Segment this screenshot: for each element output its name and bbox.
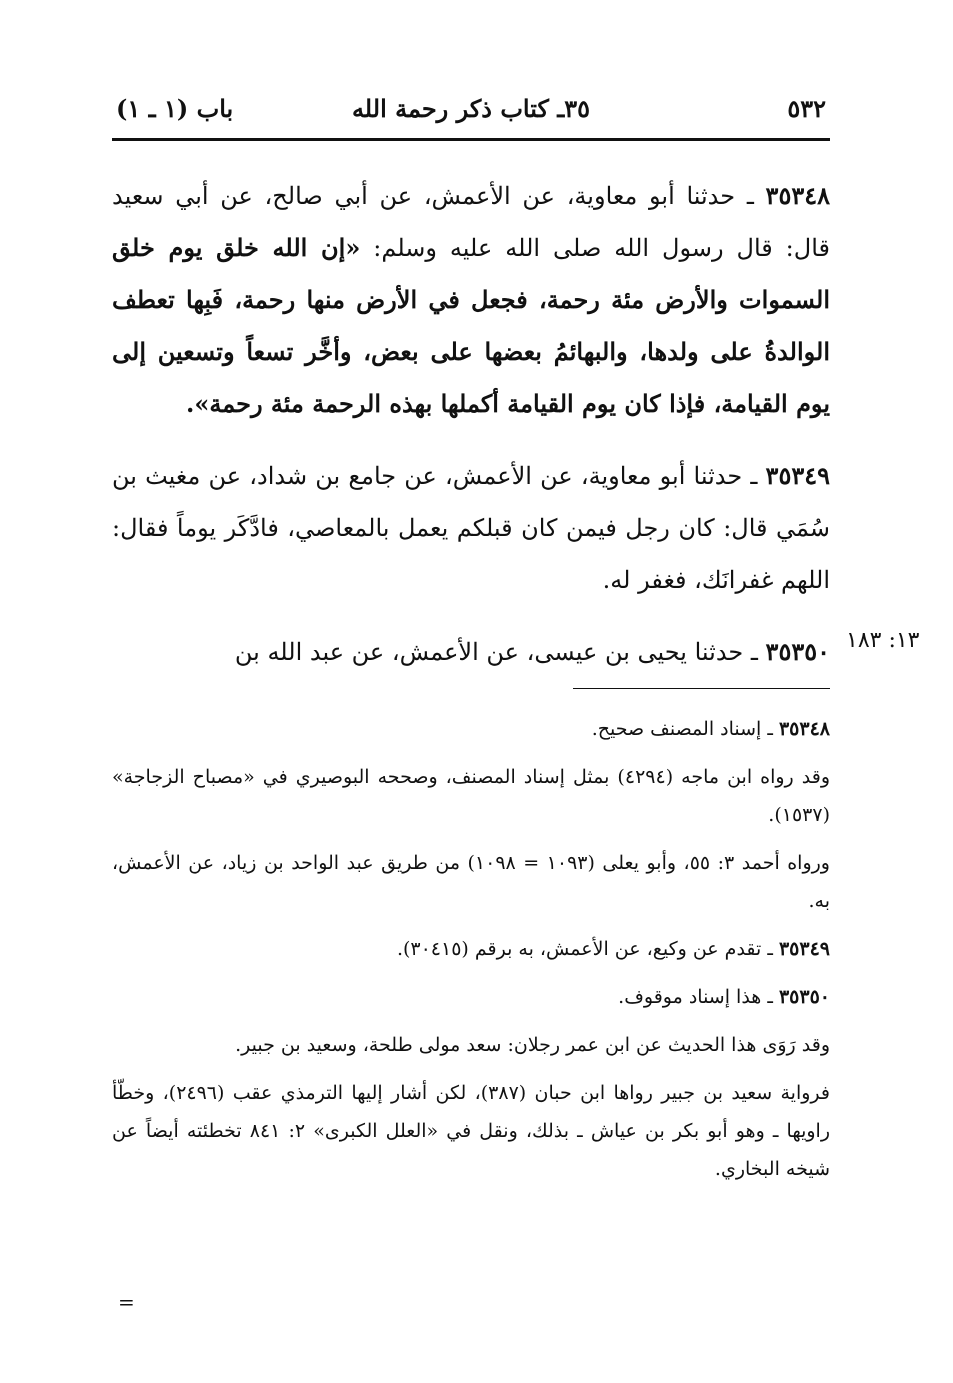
footnote [112, 1074, 830, 1188]
footnote [112, 978, 830, 1016]
footnote-text: ـ تقدم عن وكيع، عن الأعمش، به برقم (٣٠٤١٥). [396, 938, 779, 960]
footnote-number: ٣٥٣٤٨ [778, 718, 830, 740]
header-rule [112, 138, 830, 141]
footnote-number: ٣٥٣٥٠ [778, 986, 830, 1008]
book-title: ٣٥ـ كتاب ذكر رحمة الله [351, 94, 591, 123]
hadith-number: ٣٥٣٥٠ [765, 637, 830, 666]
footnote-text: وقد رَوَى هذا الحديث عن ابن عمر رجلان: سعد مولى طلحة، وسعيد بن جبير. [235, 1034, 830, 1056]
footnotes [112, 710, 830, 1198]
footnote [112, 710, 830, 748]
footnote-number: ٣٥٣٤٩ [778, 938, 830, 960]
hadith-isnad: ـ حدثنا أبو معاوية، عن الأعمش، عن أبي صالح، عن أبي سعيد قال: قال رسول الله صلى الله عليه وسلم: [112, 182, 830, 262]
page-header [112, 88, 830, 132]
hadith-text: ـ حدثنا يحيى بن عيسى، عن الأعمش، عن عبد الله بن [234, 638, 766, 666]
margin-reference: ١٣: ١٨٣ [846, 628, 920, 653]
footnote [112, 758, 830, 834]
page-number: ٥٣٢ [787, 94, 826, 123]
footnote [112, 844, 830, 920]
hadith-number: ٣٥٣٤٩ [765, 461, 830, 490]
hadith-text: ـ حدثنا أبو معاوية، عن الأعمش، عن جامع بن شداد، عن مغيث بن سُمَي قال: كان رجل فيمن كان قبلكم يعمل بالمعاصي، فادَّكَر يوماً فقال: اللهم غفرانَك، فغفر له. [112, 462, 830, 594]
main-text [112, 170, 830, 698]
footnote-text: وقد رواه ابن ماجه (٤٢٩٤) بمثل إسناد المصنف، وصححه البوصيري في «مصباح الزجاجة» (١٥٣٧). [112, 766, 830, 826]
footnote-text: ـ إسناد المصنف صحيح. [591, 718, 779, 740]
hadith-paragraph [112, 450, 830, 606]
hadith-number: ٣٥٣٤٨ [765, 181, 830, 210]
hadith-matn: «إن الله خلق يوم خلق السموات والأرض مئة رحمة، فجعل في الأرض منها رحمة، فَبِها تعطف الوالدةُ على ولدها، والبهائمُ بعضها على بعض، وأخَّر تسعاً وتسعين إلى يوم القيامة، فإذا كان يوم القيامة أكملها بهذه الرحمة مئة رحمة». [112, 233, 830, 418]
hadith-paragraph [112, 170, 830, 430]
footnote-rule [573, 688, 830, 689]
footnote-text: ورواه أحمد ٣: ٥٥، وأبو يعلى (١٠٩٣ = ١٠٩٨) من طريق عبد الواحد بن زياد، عن الأعمش، به. [112, 852, 830, 912]
chapter-label: باب (١ ـ ١) [116, 94, 234, 123]
footnote [112, 1026, 830, 1064]
continuation-mark: = [118, 1290, 135, 1314]
footnote [112, 930, 830, 968]
footnote-text: ـ هذا إسناد موقوف. [618, 986, 779, 1008]
footnote-text: فرواية سعيد بن جبير رواها ابن حبان (٣٨٧)، لكن أشار إليها الترمذي عقب (٢٤٩٦)، وخطّأ راويها ـ وهو أبو بكر بن عياش ـ بذلك، ونقل في «العلل الكبرى» ٢: ٨٤١ تخطئته أيضاً عن شيخه البخاري. [112, 1082, 830, 1180]
hadith-paragraph [112, 626, 830, 678]
